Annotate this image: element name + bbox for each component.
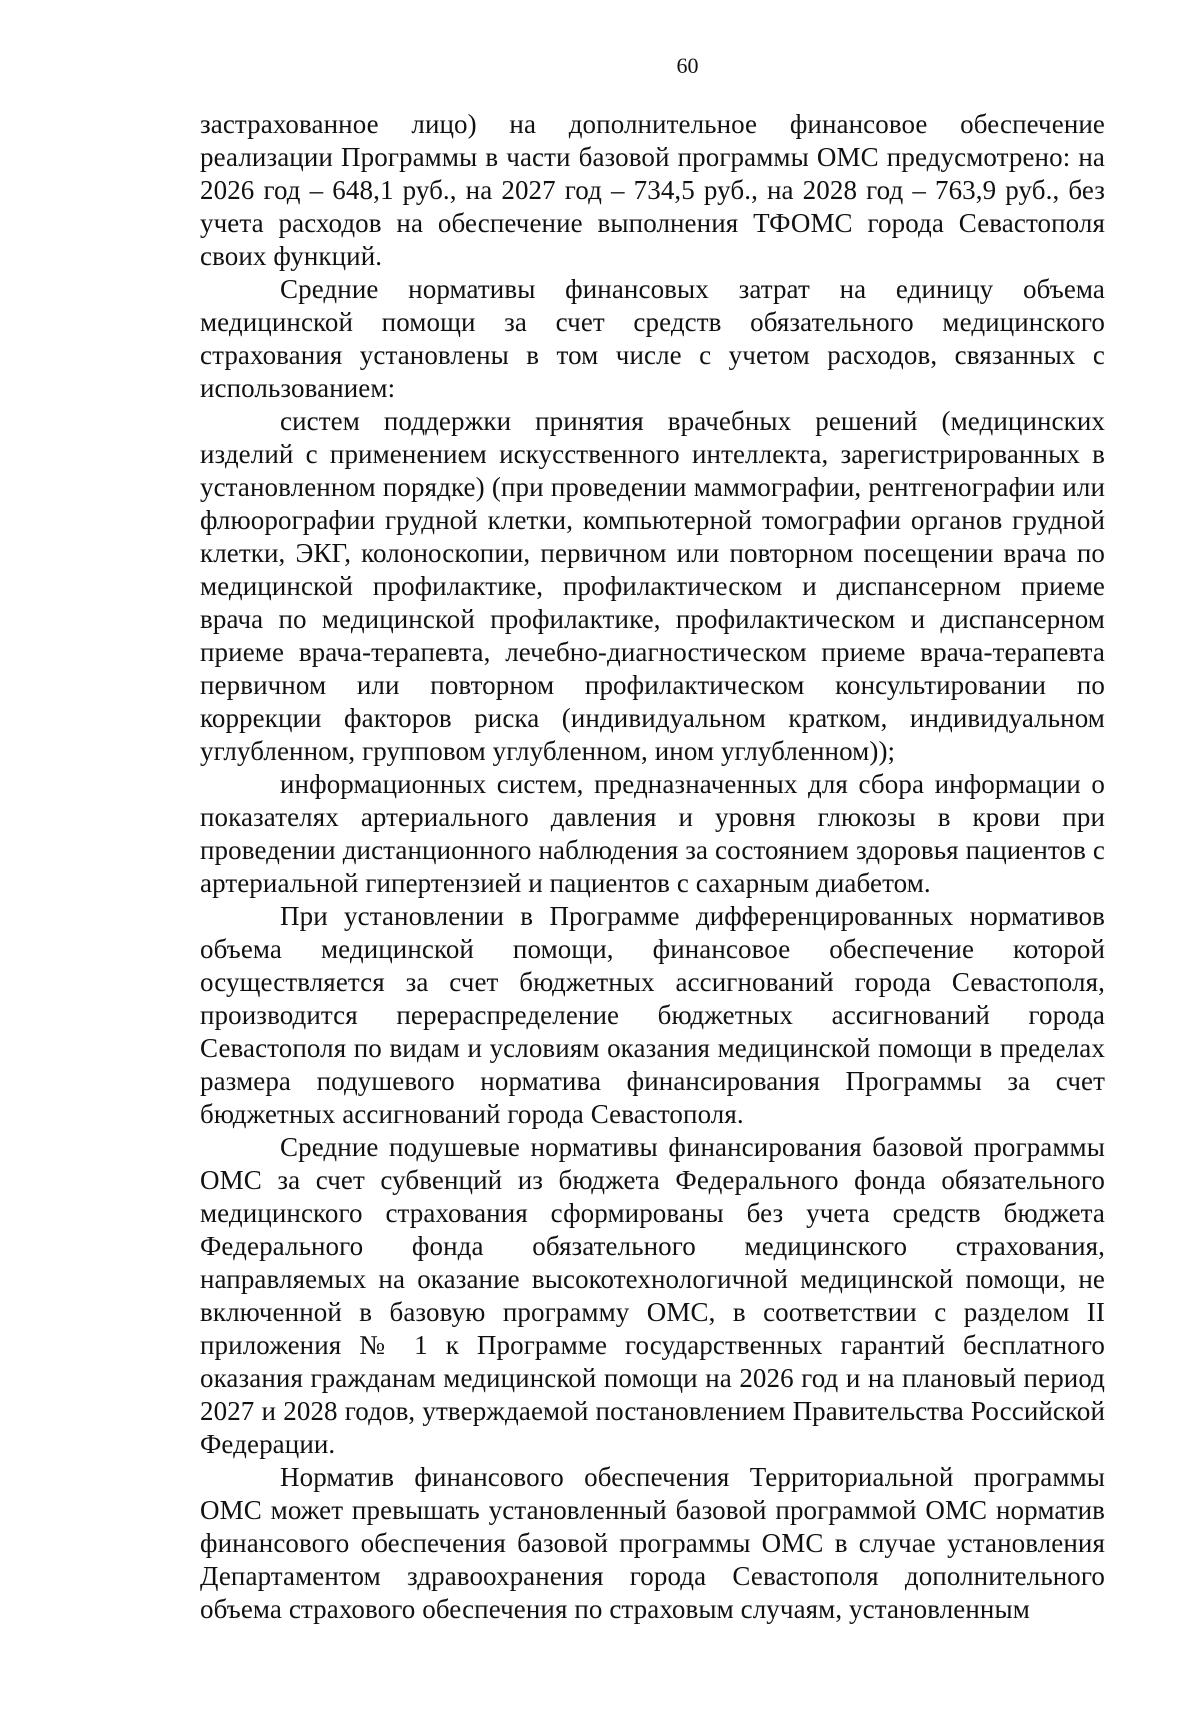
paragraph-decision-support-systems: систем поддержки принятия врачебных решений (медицинских изделий с применением искусственного интеллекта, зарегистрированных в установленном порядке) (при проведении маммографии, рентгенографии или флюорографии грудной клетки, компьютерной томографии органов грудной клетки, ЭКГ, колоноскопии, первичном или повторном посещении врача по медицинской профилактике, профилактическом и диспансерном приеме врача по медицинской профилактике, профилактическом и диспансерном приеме врача-терапевта, лечебно-диагностическом приеме врача-терапевта первичном или повторном профилактическом консультировании по коррекции факторов риска (индивидуальном кратком, индивидуальном углубленном, групповом углубленном, ином углубленном)); xyxy=(200,406,1105,766)
paragraph-continuation: застрахованное лицо) на дополнительное финансовое обеспечение реализации Программы в части базовой программы ОМС предусмотрено: на 2026 год – 648,1 руб., на 2027 год – 734,5 руб., на 2028 год – 763,9 руб., без учета расходов на обеспечение выполнения ТФОМС города Севастополя своих функций. xyxy=(200,109,1105,271)
paragraph-differentiated-norms: При установлении в Программе дифференцированных нормативов объема медицинской помощи, финансовое обеспечение которой осуществляется за счет бюджетных ассигнований города Севастополя, производится перераспределение бюджетных ассигнований города Севастополя по видам и условиям оказания медицинской помощи в пределах размера подушевого норматива финансирования Программы за счет бюджетных ассигнований города Севастополя. xyxy=(200,901,1105,1129)
page-number: 60 xyxy=(676,53,699,78)
paragraph-average-cost-norms: Средние нормативы финансовых затрат на единицу объема медицинской помощи за счет средств обязательного медицинского страхования установлены в том числе с учетом расходов, связанных с использованием: xyxy=(200,274,1105,403)
paragraph-territorial-program-norm: Норматив финансового обеспечения Территориальной программы ОМС может превышать установленный базовой программой ОМС норматив финансового обеспечения базовой программы ОМС в случае установления Департаментом здравоохранения города Севастополя дополнительного объема страхового обеспечения по страховым случаям, установленным xyxy=(200,1462,1105,1624)
paragraph-per-capita-norms: Средние подушевые нормативы финансирования базовой программы ОМС за счет субвенций из бюджета Федерального фонда обязательного медицинского страхования сформированы без учета средств бюджета Федерального фонда обязательного медицинского страхования, направляемых на оказание высокотехнологичной медицинской помощи, не включенной в базовую программу ОМС, в соответствии с разделом II приложения № 1 к Программе государственных гарантий бесплатного оказания гражданам медицинской помощи на 2026 год и на плановый период 2027 и 2028 годов, утверждаемой постановлением Правительства Российской Федерации. xyxy=(200,1132,1105,1459)
paragraph-information-systems: информационных систем, предназначенных для сбора информации о показателях артериального давления и уровня глюкозы в крови при проведении дистанционного наблюдения за состоянием здоровья пациентов с артериальной гипертензией и пациентов с сахарным диабетом. xyxy=(200,769,1105,898)
